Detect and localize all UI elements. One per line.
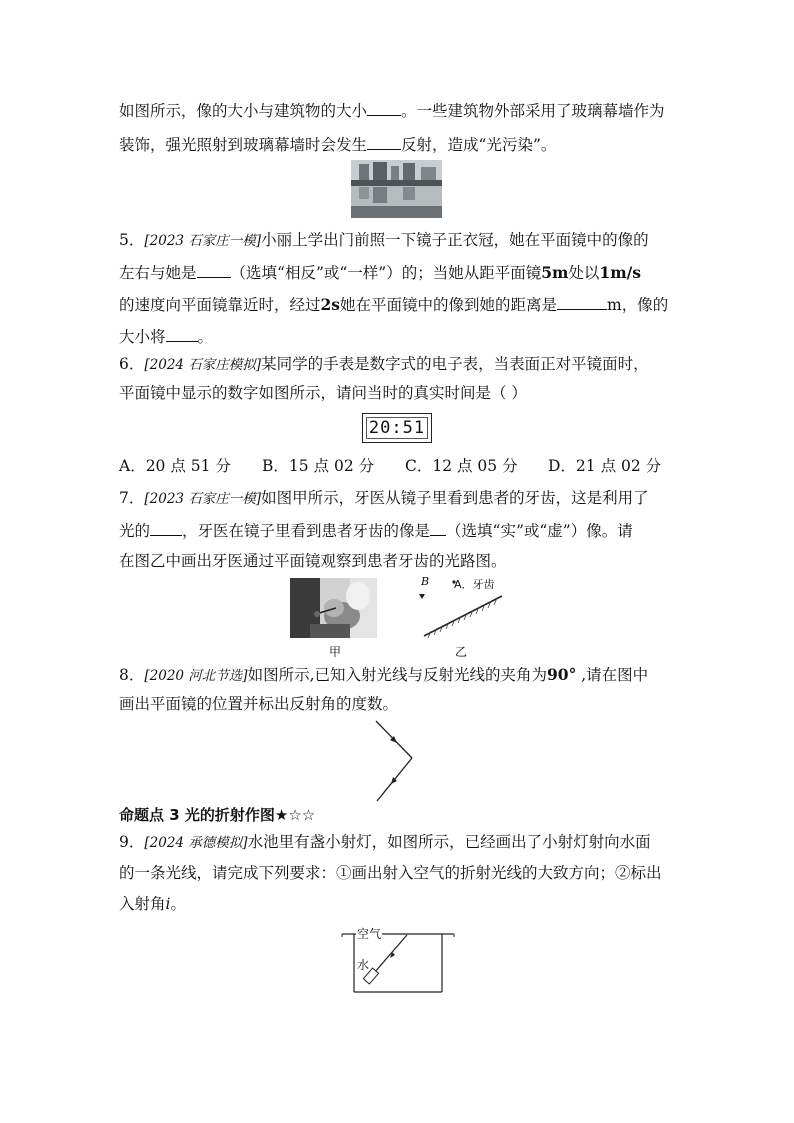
q5-text: 处以 [568,264,600,282]
q4-text: 。一些建筑物外部采用了玻璃幕墙作为 [401,102,665,120]
q4-line1 [119,100,665,121]
answer-blank[interactable] [430,520,446,536]
option-b[interactable]: B．15 点 02 分 [262,457,375,475]
q9-line3 [119,894,186,914]
option-a[interactable]: A．20 点 51 分 [119,457,231,475]
q7-text: ，牙医在镜子里看到患者牙齿的像是 [182,522,431,540]
q5-line3 [119,294,668,315]
dentist-photo [290,578,377,638]
label-water: 水 [357,958,370,972]
ray-diagram [340,718,420,804]
question-source: [2023 石家庄一模] [144,491,262,507]
building-reflection-photo [351,160,442,218]
answer-blank[interactable] [166,326,198,342]
question-source: [2020 河北节选] [144,668,248,684]
answer-blank[interactable] [150,520,182,536]
clock-display: 20:51 [366,417,428,439]
q4-text: 装饰，强光照射到玻璃幕墙时会发生 [119,136,368,154]
question-number: 8． [119,666,145,684]
answer-blank[interactable] [367,134,401,150]
q5-text: 左右与她是 [119,264,197,282]
q5-text: 她在平面镜中的像到她的距离是 [340,296,558,314]
q4-text: 反射，造成“光污染”。 [401,136,557,154]
q6-text: 某同学的手表是数字式的电子表，当表面正对平镜面时， [261,355,649,373]
section-title: 命题点 3 光的折射作图 [119,806,275,824]
question-source: [2023 石家庄一模] [144,233,262,249]
q5-value: 2s [320,295,341,314]
q8-line1 [119,665,648,686]
q7-text: 在图乙中画出牙医通过平面镜观察到患者牙齿的光路图。 [119,552,507,570]
q7-text: 光的 [119,522,151,540]
q7-line1 [119,488,649,509]
eye-icon [419,594,425,599]
q9-line2 [119,863,662,883]
answer-blank[interactable] [197,262,231,278]
answer-blank[interactable] [557,294,607,310]
q8-text: 如图所示,已知入射光线与反射光线的夹角为 [247,666,547,684]
option-c[interactable]: C．12 点 05 分 [405,457,518,475]
option-d[interactable]: D．21 点 02 分 [548,457,662,475]
q5-value: 5m [541,263,569,282]
answer-blank[interactable] [367,100,401,116]
q5-value: 1m/s [599,263,641,282]
q9-text: 。 [170,895,186,913]
caption-right: 乙 [455,645,468,659]
question-source: [2024 承德模拟] [144,835,248,851]
q8-line2 [119,694,398,714]
q5-line2 [119,262,641,283]
question-number: 5． [119,231,145,249]
digital-clock-figure [362,413,432,443]
q6-line1 [119,354,649,375]
label-b: B [421,575,430,588]
question-number: 9． [119,833,145,851]
q5-text: m，像的 [607,296,669,314]
q8-value: 90° [547,665,577,684]
q5-line1 [119,230,649,251]
q4-line2 [119,134,556,155]
q7-line3 [119,551,507,571]
q5-text: 大小将 [119,328,166,346]
q9-line1 [119,832,651,853]
q5-line4 [119,326,213,347]
question-number: 7． [119,489,145,507]
q9-symbol: i [165,895,171,913]
q8-text: ,请在图中 [576,666,649,684]
q5-text: 。 [197,328,214,346]
q7-text: （选填“实”或“虚”）像。请 [446,522,633,540]
label-air: 空气 [357,927,382,941]
q9-text: 入射角 [119,895,166,913]
q9-text: 的一条光线，请完成下列要求：①画出射入空气的折射光线的大致方向；②标出 [119,864,662,882]
question-number: 6． [119,355,145,373]
caption-left: 甲 [329,645,342,659]
q6-line2 [119,383,527,403]
question-source: [2024 石家庄模拟] [144,357,262,373]
star-rating: ★☆☆ [274,806,316,824]
q7-line2 [119,520,633,541]
q5-text: （选填“相反”或“一样”）的；当她从距平面镜 [230,264,542,282]
q8-text: 画出平面镜的位置并标出反射角的度数。 [119,695,399,713]
q7-text: 如图甲所示，牙医从镜子里看到患者的牙齿，这是利用了 [261,489,649,507]
label-a: A．牙齿 [454,578,495,591]
q4-text: 如图所示，像的大小与建筑物的大小 [119,102,368,120]
q5-text: 的速度向平面镜靠近时，经过 [119,296,321,314]
q5-text: 小丽上学出门前照一下镜子正衣冠，她在平面镜中的像的 [261,231,649,249]
q6-text: 平面镜中显示的数字如图所示，请问当时的真实时间是（ ） [119,384,527,402]
section-heading [119,804,315,825]
q9-text: 水池里有盏小射灯，如图所示，已经画出了小射灯射向水面 [247,833,651,851]
